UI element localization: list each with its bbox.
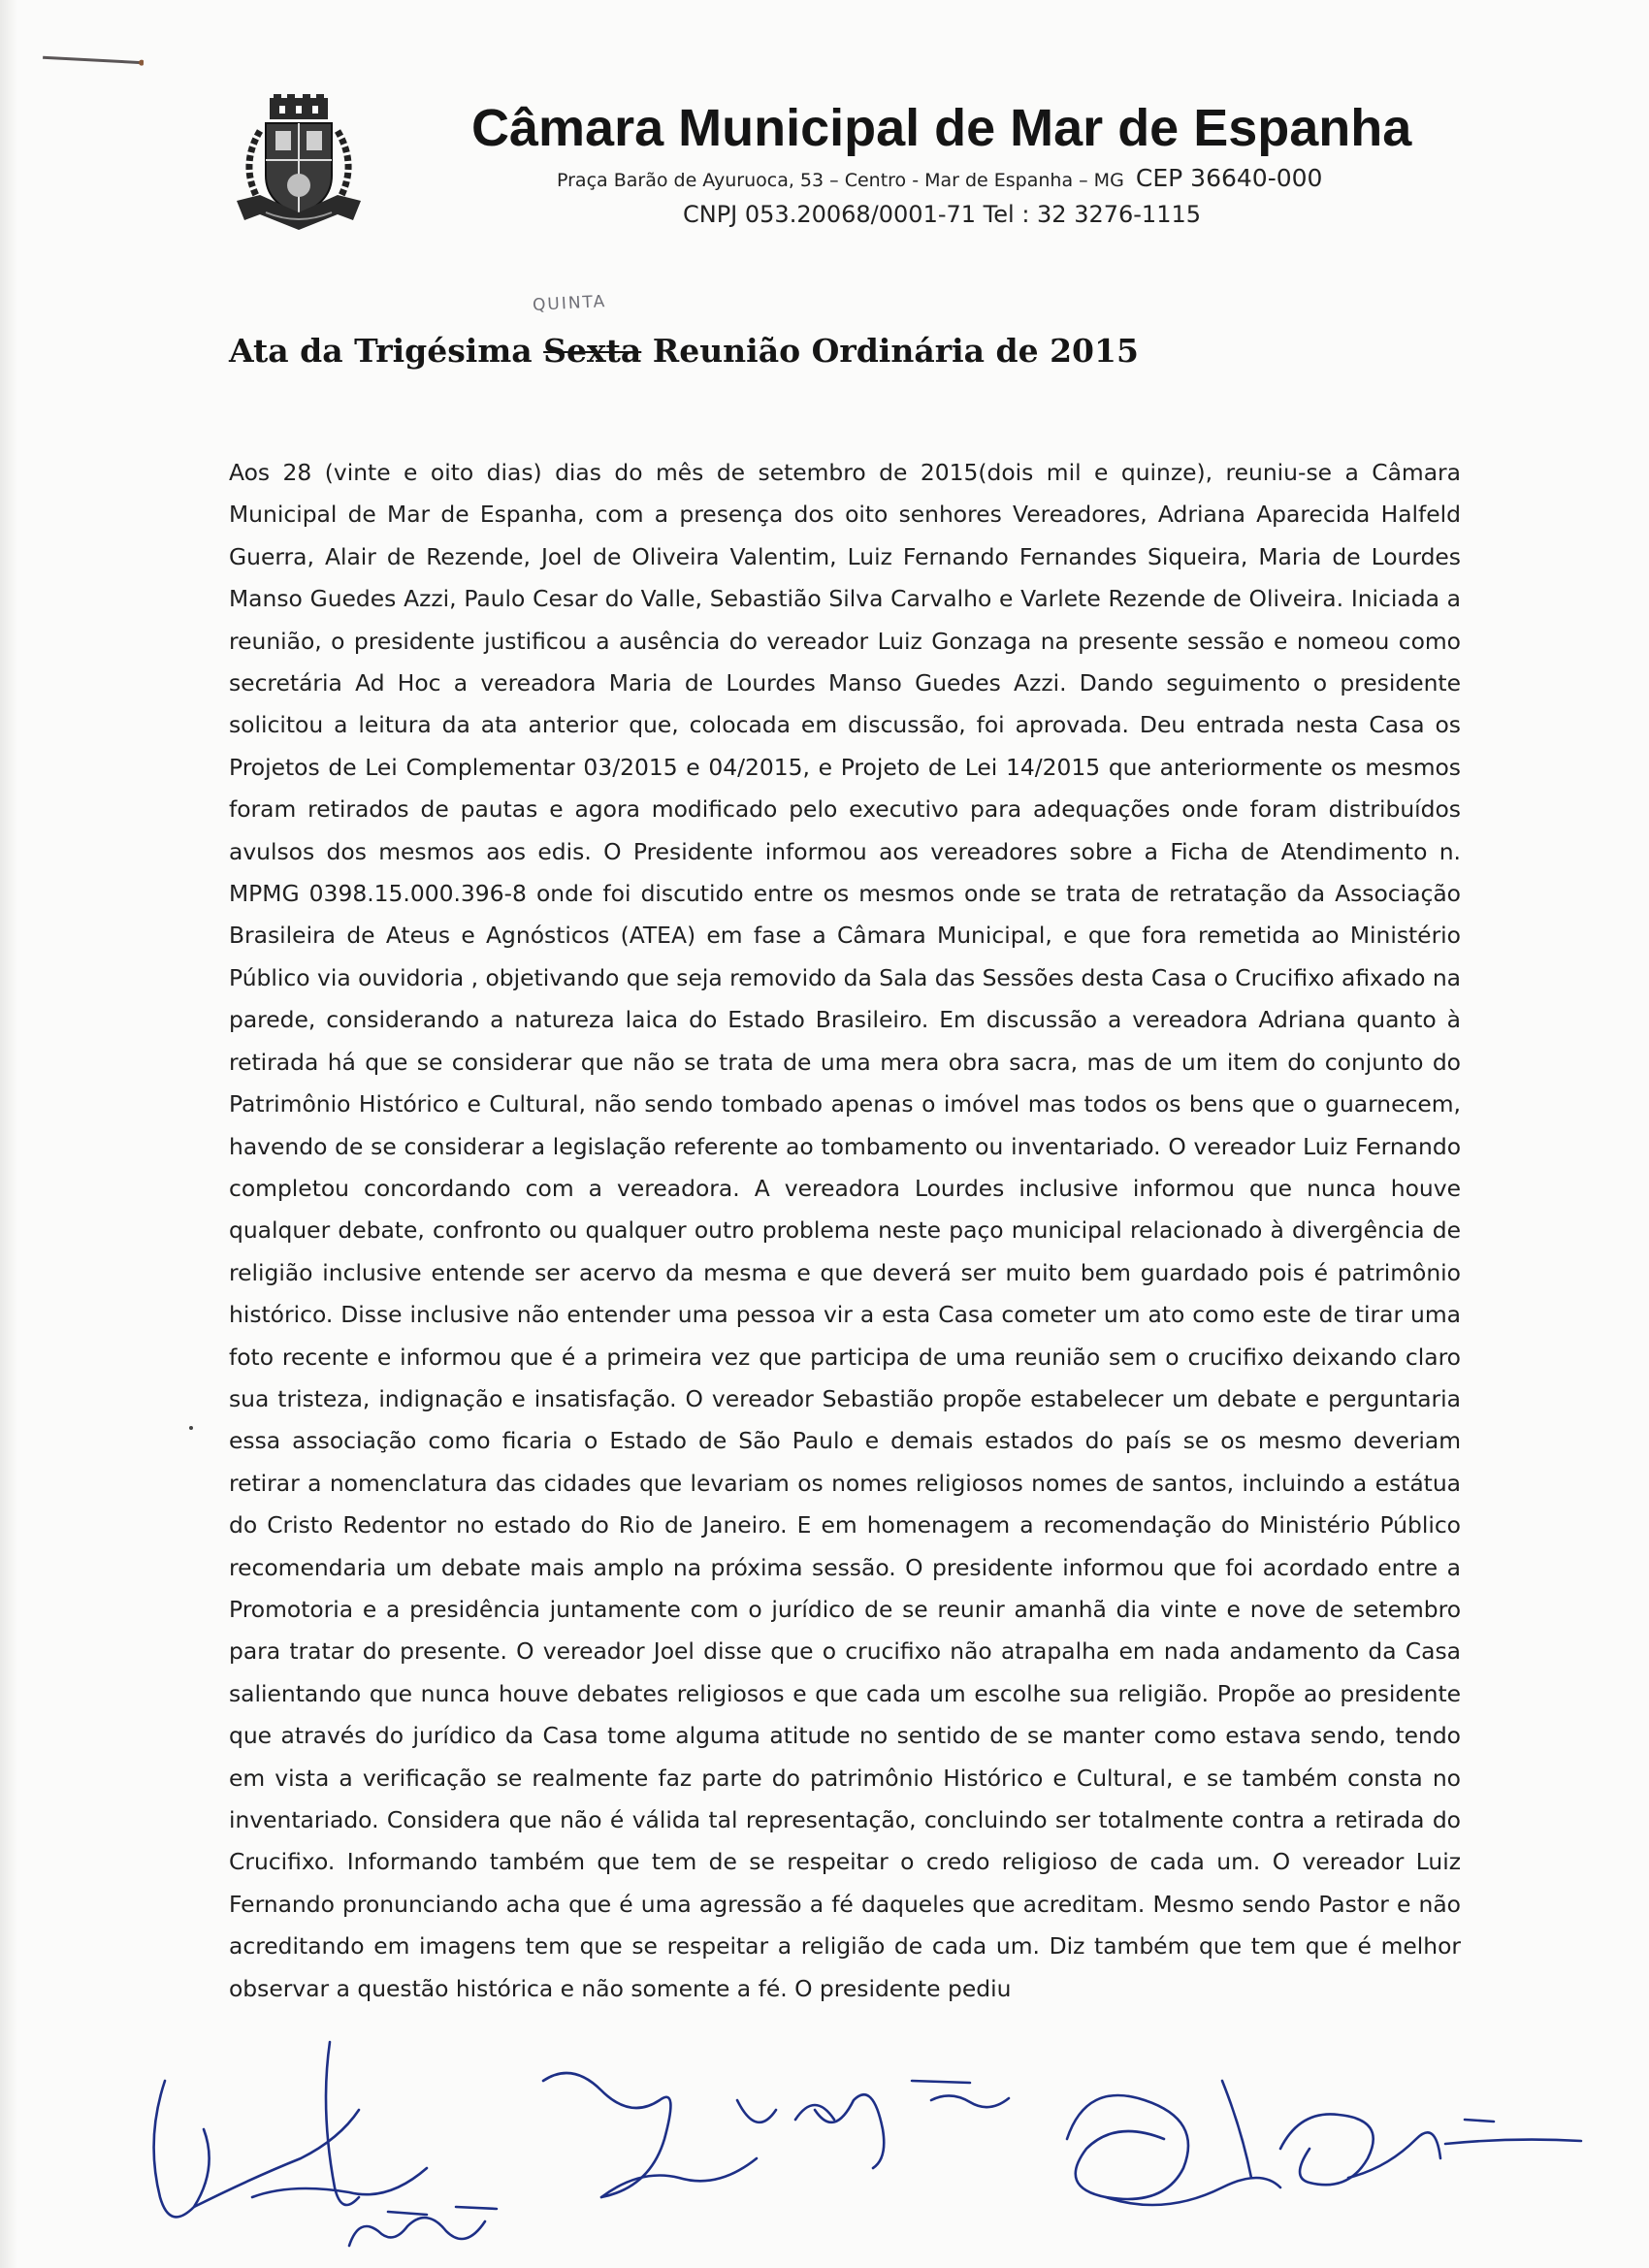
- organization-name: Câmara Municipal de Mar de Espanha: [471, 99, 1412, 157]
- staple-mark-icon: [43, 53, 144, 66]
- minutes-body-text: Aos 28 (vinte e oito dias) dias do mês de setembro de 2015(dois mil e quinze), reuniu-se a Câmara Municipal de Mar de Espanha, com a presença dos oito senhores Vereadores, Adriana Aparecida Halfeld Guerra, Alair de Rezende, Joel de Oliveira Valentim, Luiz Fernando Fernandes Siqueira, Maria de Lourdes Manso Guedes Azzi, Paulo Cesar do Valle, Sebastião Silva Carvalho e Varlete Rezende de Oliveira. Iniciada a reunião, o presidente justificou a ausência do vereador Luiz Gonzaga na presente sessão e nomeou como secretária Ad Hoc a vereadora Maria de Lourdes Manso Guedes Azzi. Dando seguimento o presidente solicitou a leitura da ata anterior que, colocada em discussão, foi aprovada. Deu entrada nesta Casa os Projetos de Lei Complementar 03/2015 e 04/2015, e Projeto de Lei 14/2015 que anteriormente os mesmos foram retirados de pautas e agora modificado pelo executivo para adequações onde foram distribuídos avulsos dos mesmos aos edis. O Presidente informou aos vereadores sobre a Ficha de Atendimento n. MPMG 0398.15.000.396-8 onde foi discutido entre os mesmos onde se trata de retratação da Associação Brasileira de Ateus e Agnósticos (ATEA) em fase a Câmara Municipal, e que fora remetida ao Ministério Público via ouvidoria , objetivando que seja removido da Sala das Sessões desta Casa o Crucifixo afixado na parede, considerando a natureza laica do Estado Brasileiro. Em discussão a vereadora Adriana quanto à retirada há que se considerar que não se trata de uma mera obra sacra, mas de um item do conjunto do Patrimônio Histórico e Cultural, não sendo tombado apenas o imóvel mas todos os bens que o guarnecem, havendo de se considerar a legislação referente ao tombamento ou inventariado. O vereador Luiz Fernando completou concordando com a vereadora. A vereadora Lourdes inclusive informou que nunca houve qualquer debate, confronto ou qualquer outro problema neste paço municipal relacionado à divergência de religião inclusive entende ser acervo da mesma e que deverá ser muito bem guardado pois é patrimônio histórico. Disse inclusive não entender uma pessoa vir a esta Casa cometer um ato como este de tirar uma foto recente e informou que é a primeira vez que participa de uma reunião sem o crucifixo deixando claro sua tristeza, indignação e insatisfação. O vereador Sebastião propõe estabelecer um debate e perguntaria essa associação como ficaria o Estado de São Paulo e demais estados do país se os mesmo deveriam retirar a nomenclatura das cidades que levariam os nomes religiosos nomes de santos, incluindo a estátua do Cristo Redentor no estado do Rio de Janeiro. E em homenagem a recomendação do Ministério Público recomendaria um debate mais amplo na próxima sessão. O presidente informou que foi acordado entre a Promotoria e a presidência juntamente com o jurídico de se reunir amanhã dia vinte e nove de setembro para tratar do presente. O vereador Joel disse que o crucifixo não atrapalha em nada andamento da Casa salientando que nunca houve debates religiosos e que cada um escolhe sua religião. Propõe ao presidente que através do jurídico da Casa tome alguma atitude no sentido de se manter como estava sendo, tendo em vista a verificação se realmente faz parte do patrimônio Histórico e Cultural, e se também consta no inventariado. Considera que não é válida tal representação, concluindo ser totalmente contra a retirada do Crucifixo. Informando também que tem de se respeitar o credo religioso de cada um. O vereador Luiz Fernando pronunciando acha que é uma agressão a fé daqueles que acreditam. Mesmo sendo Pastor e não acreditando em imagens tem que se respeitar a religião de cada um. Diz também que tem que é melhor observar a questão histórica e não somente a fé. O presidente pediu: [229, 459, 1461, 2002]
- postal-code: CEP 36640-000: [1135, 164, 1323, 192]
- municipal-coat-of-arms-icon: [231, 92, 367, 238]
- address-line: [557, 165, 1527, 194]
- document-title: [229, 330, 1490, 373]
- address-text: Praça Barão de Ayuruoca, 53 – Centro - Mar de Espanha – MG: [557, 170, 1124, 191]
- handwritten-correction: QUINTA: [532, 292, 607, 315]
- handwritten-signatures-icon: [136, 2023, 1591, 2265]
- cnpj-phone-line: CNPJ 053.20068/0001-71 Tel : 32 3276-1115: [683, 201, 1202, 228]
- page-edge-shadow: [0, 0, 17, 2268]
- title-struck-word: Sexta: [543, 332, 642, 370]
- title-suffix: Reunião Ordinária de 2015: [641, 332, 1139, 370]
- margin-dot: [189, 1426, 193, 1430]
- title-prefix: Ata da Trigésima: [229, 332, 544, 370]
